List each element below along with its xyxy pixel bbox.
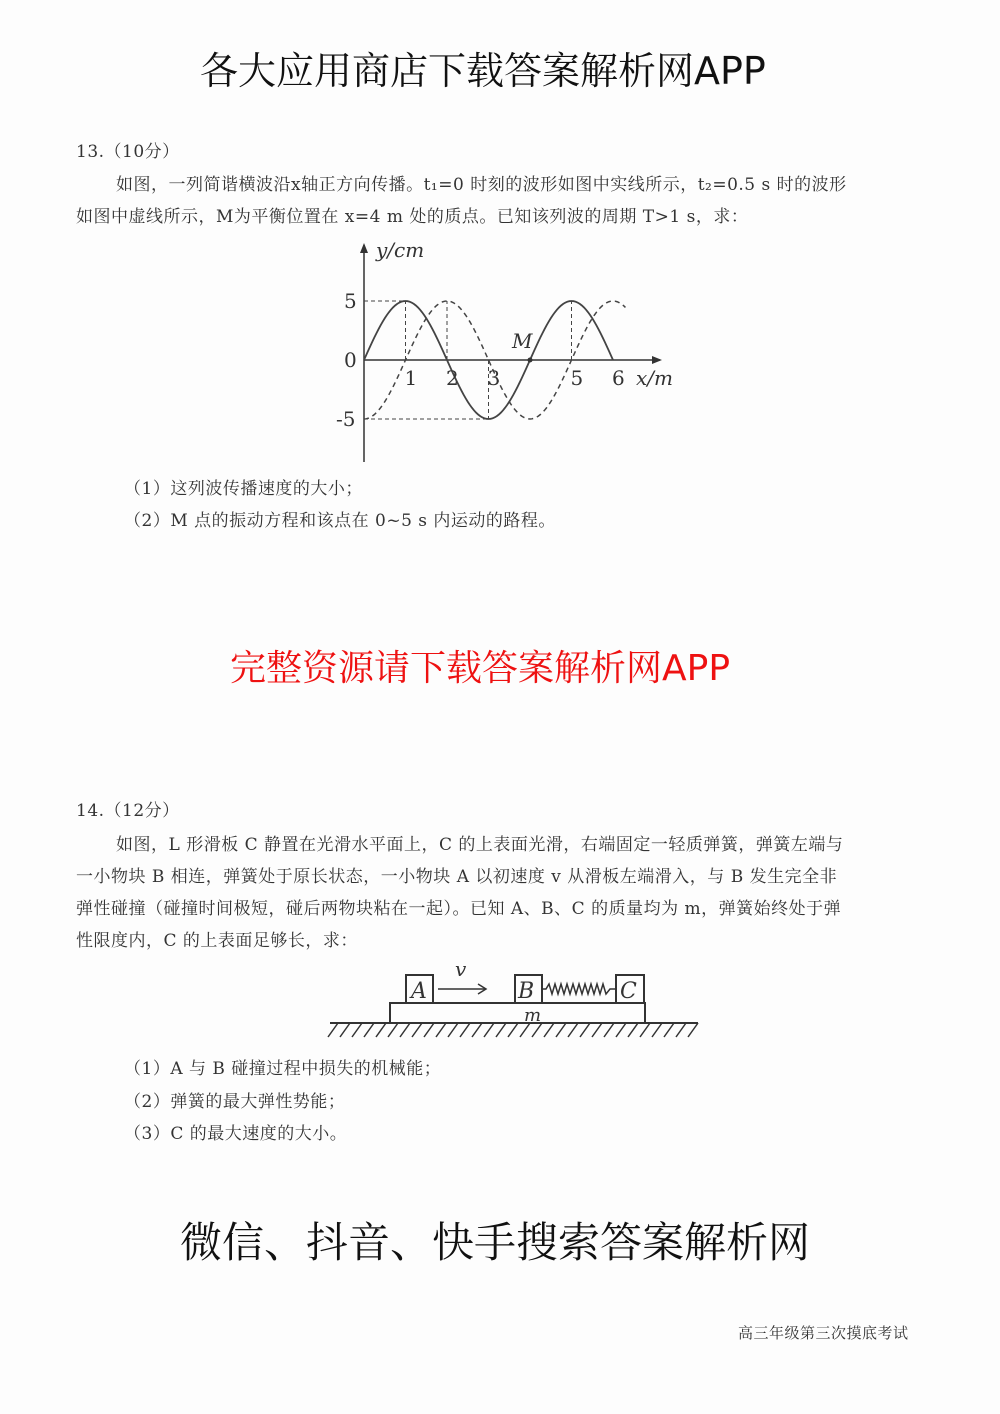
ground-hatch — [472, 1023, 482, 1037]
x-axis-arrow — [652, 356, 662, 364]
ground-hatch — [616, 1023, 626, 1037]
ground-hatch — [544, 1023, 554, 1037]
ground-hatch — [556, 1023, 566, 1037]
mass-label: m — [524, 1005, 542, 1026]
point-m — [528, 358, 533, 363]
footer: 高三年级第三次摸底考试 — [738, 1324, 909, 1342]
ground-hatch — [436, 1023, 446, 1037]
ground-hatch — [376, 1023, 386, 1037]
x-tick-label: 5 — [570, 366, 584, 390]
watermark-1: 各大应用商店下载答案解析网APP — [200, 49, 766, 93]
q14-text-1: 如图，L 形滑板 C 静置在光滑水平面上，C 的上表面光滑，右端固定一轻质弹簧，弹簧左端与 — [116, 835, 844, 855]
q13-sub-2: （2）M 点的振动方程和该点在 0~5 s 内运动的路程。 — [124, 511, 556, 531]
ground-hatch — [460, 1023, 470, 1037]
y-tick-label: -5 — [336, 407, 356, 431]
x-tick-label: 2 — [446, 366, 459, 390]
y-tick-label: 0 — [344, 348, 357, 372]
ground-hatch — [640, 1023, 650, 1037]
watermark-3: 微信、抖音、快手搜索答案解析网 — [180, 1218, 811, 1267]
ground-hatch — [484, 1023, 494, 1037]
block-a-label: A — [411, 979, 427, 1004]
block-b-label: B — [518, 979, 535, 1004]
ground-hatch — [580, 1023, 590, 1037]
q13-text-1: 如图，一列简谐横波沿x轴正方向传播。t₁=0 时刻的波形如图中实线所示，t₂=0.5 s 时的波形 — [116, 175, 847, 195]
ground-hatch — [388, 1023, 398, 1037]
q14-text-2: 一小物块 B 相连，弹簧处于原长状态，一小物块 A 以初速度 v 从滑板左端滑入，与 B 发生完全非 — [76, 867, 838, 887]
ground-hatch — [496, 1023, 506, 1037]
ground-hatch — [688, 1023, 698, 1037]
wave-graph — [336, 238, 673, 462]
ground-hatch — [364, 1023, 374, 1037]
ground-hatch — [424, 1023, 434, 1037]
ground-hatch — [508, 1023, 518, 1037]
y-axis-label: y/cm — [376, 238, 425, 262]
q14-text-3: 弹性碰撞（碰撞时间极短，碰后两物块粘在一起）。已知 A、B、C 的质量均为 m，弹簧始终处于弹 — [76, 899, 842, 919]
y-tick-label: 5 — [344, 289, 357, 313]
q14-sub-2: （2）弹簧的最大弹性势能； — [124, 1092, 346, 1112]
x-tick-label: 3 — [487, 366, 501, 390]
x-axis-label: x/m — [636, 366, 673, 390]
velocity-label: v — [455, 957, 467, 981]
q14-sub-1: （1）A 与 B 碰撞过程中损失的机械能； — [124, 1059, 442, 1079]
slider-figure — [328, 975, 698, 1037]
ground-hatch — [676, 1023, 686, 1037]
ground-hatch — [592, 1023, 602, 1037]
ground-hatch — [400, 1023, 410, 1037]
y-axis-arrow — [360, 243, 368, 253]
q13-header: 13.（10分） — [76, 142, 180, 162]
ground-hatch — [412, 1023, 422, 1037]
ground-hatch — [352, 1023, 362, 1037]
q14-sub-3: （3）C 的最大速度的大小。 — [124, 1124, 348, 1144]
q13-text-2: 如图中虚线所示，M为平衡位置在 x=4 m 处的质点。已知该列波的周期 T>1 s，求： — [76, 207, 749, 227]
q13-sub-1: （1）这列波传播速度的大小； — [124, 479, 363, 499]
ground-hatch — [568, 1023, 578, 1037]
q14-text-4: 性限度内，C 的上表面足够长，求： — [76, 931, 358, 951]
ground-hatch — [664, 1023, 674, 1037]
block-c-label: C — [620, 979, 637, 1004]
ground-hatch — [340, 1023, 350, 1037]
ground-hatch — [448, 1023, 458, 1037]
ground-hatch — [628, 1023, 638, 1037]
x-tick-label: 1 — [404, 366, 418, 390]
ground-hatch — [604, 1023, 614, 1037]
q14-header: 14.（12分） — [76, 801, 180, 821]
point-m-label: M — [512, 329, 533, 353]
ground-hatch — [328, 1023, 338, 1037]
ground-hatch — [652, 1023, 662, 1037]
watermark-2: 完整资源请下载答案解析网APP — [230, 648, 731, 689]
x-tick-label: 6 — [612, 366, 625, 390]
